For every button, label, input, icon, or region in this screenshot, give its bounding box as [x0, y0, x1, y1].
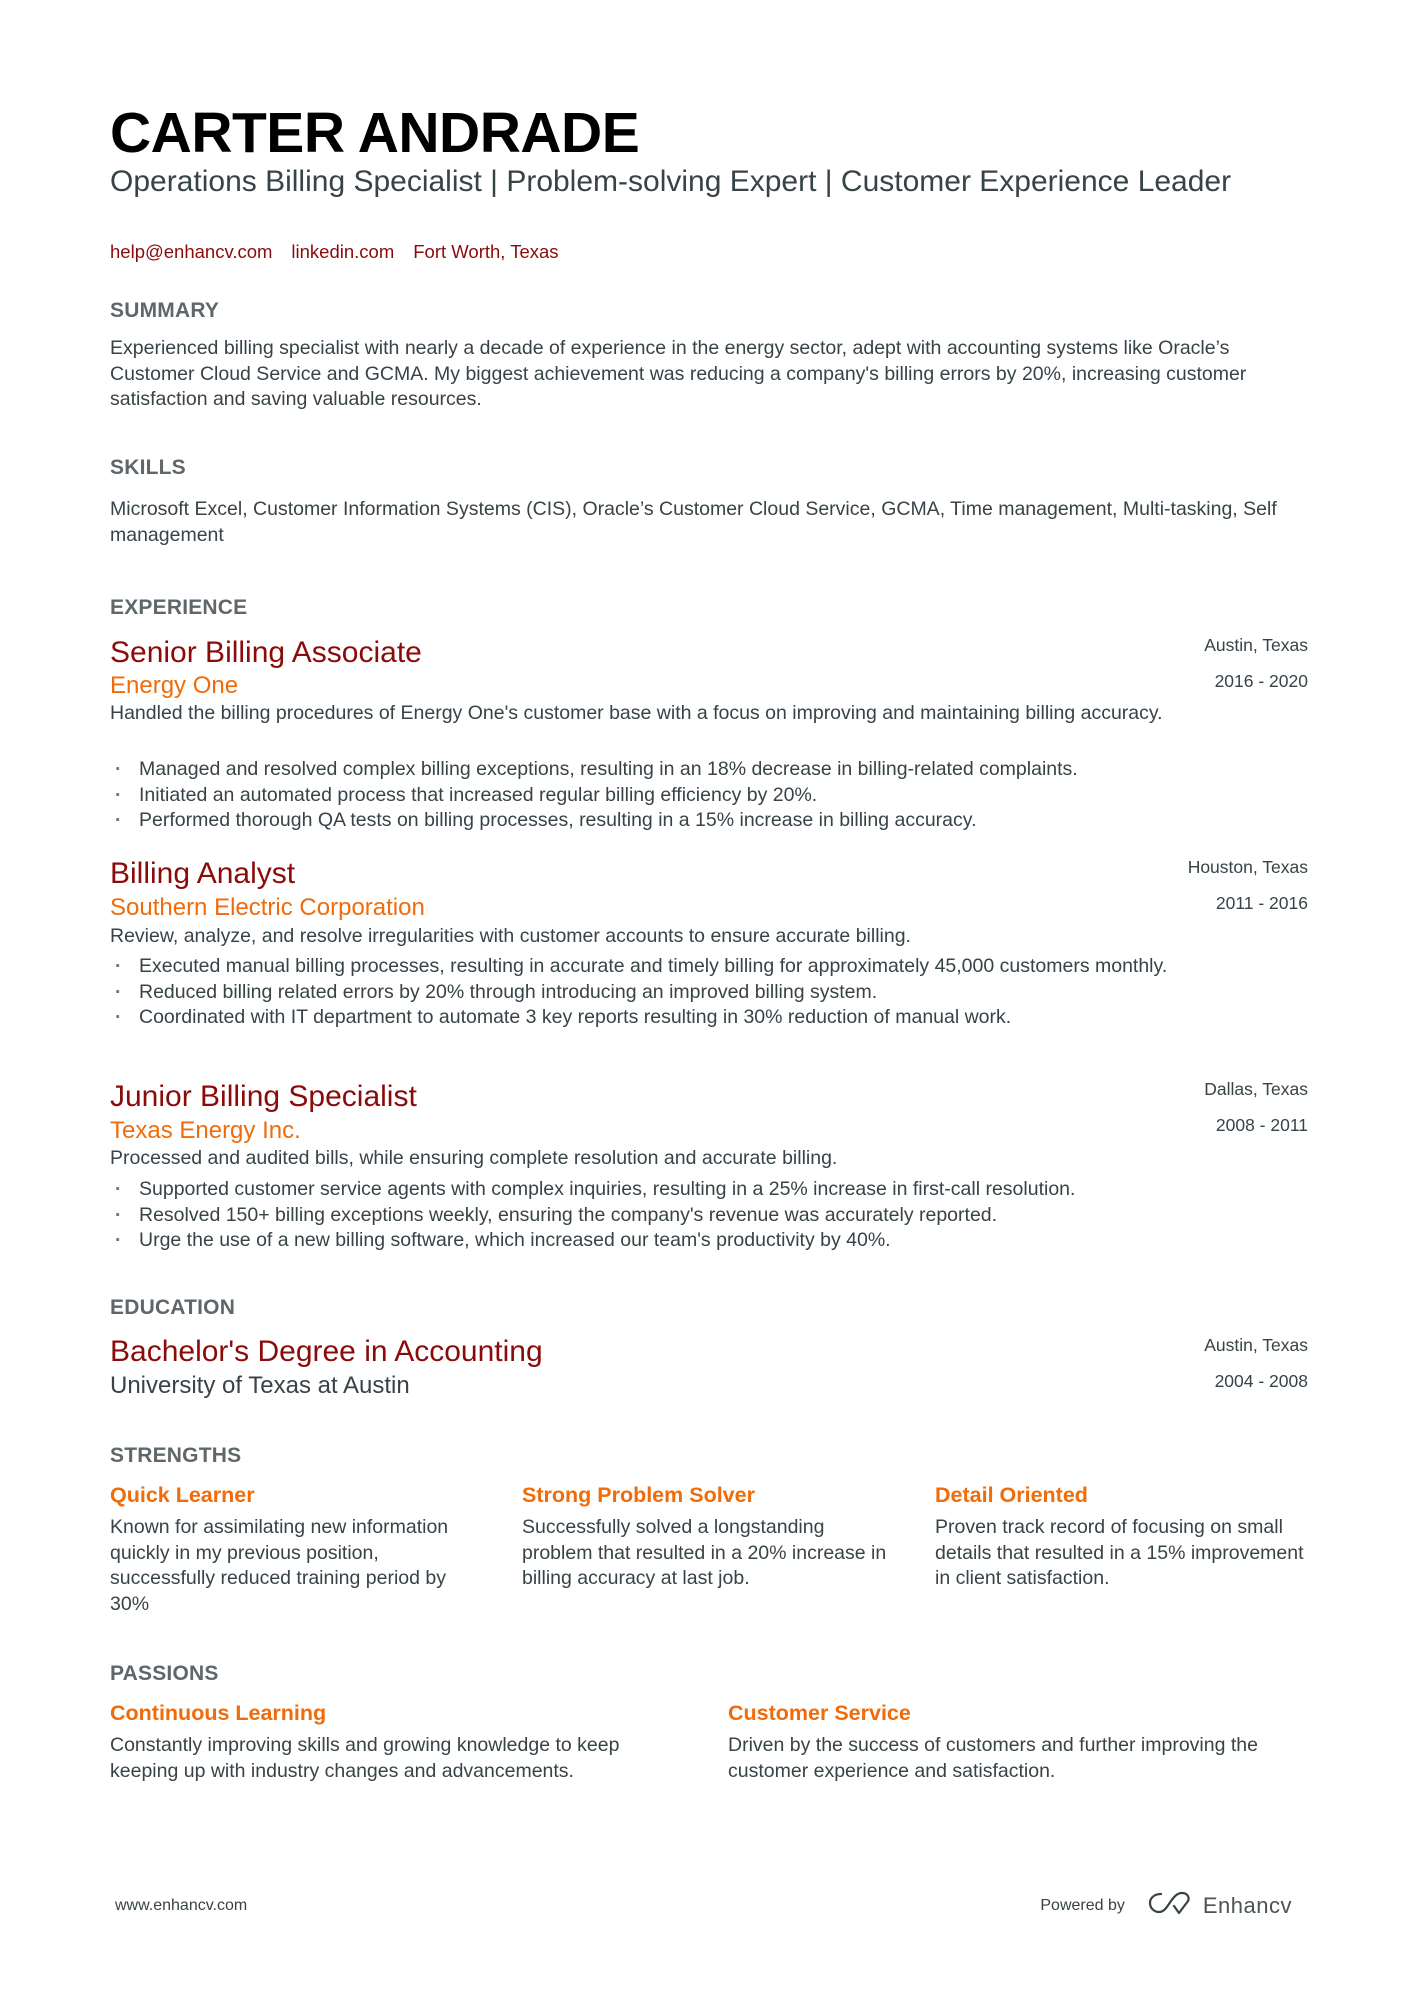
education-degree: Bachelor's Degree in Accounting	[110, 1335, 543, 1368]
passion-text: Constantly improving skills and growing knowledge to keep keeping up with industry changes and advancements.	[110, 1734, 620, 1782]
enhancv-wordmark: Enhancv	[1202, 1893, 1292, 1918]
job-bullets	[110, 757, 1310, 834]
education-heading: EDUCATION	[110, 1296, 236, 1319]
strength-text: Successfully solved a longstanding problem that resulted in a 20% increase in billing accuracy at last job.	[522, 1516, 887, 1590]
job-dates: 2008 - 2011	[1215, 1115, 1308, 1135]
job-location: Austin, Texas	[1204, 635, 1308, 655]
education-dates: 2004 - 2008	[1214, 1371, 1308, 1391]
strength-card	[110, 1481, 485, 1617]
candidate-name: CARTER ANDRADE	[110, 101, 640, 165]
passion-title: Continuous Learning	[110, 1701, 327, 1725]
contact-email-link[interactable]: help@enhancv.com	[110, 241, 273, 262]
powered-by-label: Powered by	[1040, 1897, 1125, 1914]
education-location: Austin, Texas	[1204, 1335, 1308, 1355]
job-title: Senior Billing Associate	[110, 636, 422, 669]
passions-heading: PASSIONS	[110, 1662, 219, 1685]
job-bullet: · Initiated an automated process that increased regular billing efficiency by 20%.	[110, 783, 1310, 809]
job-title: Junior Billing Specialist	[110, 1080, 417, 1113]
strength-card	[522, 1481, 897, 1592]
contact-location: Fort Worth, Texas	[413, 241, 559, 262]
job-description: Review, analyze, and resolve irregularities with customer accounts to ensure accurate billing.	[110, 925, 911, 947]
candidate-subtitle: Operations Billing Specialist | Problem-solving Expert | Customer Experience Leader	[110, 165, 1232, 198]
job-bullet: · Managed and resolved complex billing exceptions, resulting in an 18% decrease in billing-related complaints.	[110, 757, 1310, 783]
passion-text: Driven by the success of customers and further improving the customer experience and satisfaction.	[728, 1734, 1258, 1782]
job-description: Handled the billing procedures of Energy One's customer base with a focus on improving and maintaining billing accuracy.	[110, 702, 1163, 724]
passion-card	[110, 1699, 670, 1784]
job-description: Processed and audited bills, while ensuring complete resolution and accurate billing.	[110, 1147, 838, 1169]
job-title: Billing Analyst	[110, 857, 296, 890]
job-bullet: · Executed manual billing processes, resulting in accurate and timely billing for approximately 45,000 customers monthly.	[110, 954, 1310, 980]
job-dates: 2016 - 2020	[1214, 671, 1308, 691]
strength-title: Quick Learner	[110, 1483, 255, 1507]
job-bullet: · Urge the use of a new billing software, which increased our team's productivity by 40%.	[110, 1228, 1310, 1254]
job-company: Texas Energy Inc.	[110, 1117, 301, 1144]
strength-text: Known for assimilating new information quickly in my previous position, successfully reduced training period by 30%	[110, 1516, 449, 1615]
job-bullet: · Performed thorough QA tests on billing processes, resulting in a 15% increase in billing accuracy.	[110, 808, 1310, 834]
strength-title: Strong Problem Solver	[522, 1483, 755, 1507]
strength-card	[935, 1481, 1310, 1592]
passion-title: Customer Service	[728, 1701, 911, 1725]
job-bullet: · Resolved 150+ billing exceptions weekly, ensuring the company's revenue was accurately reported.	[110, 1203, 1310, 1229]
strength-text: Proven track record of focusing on small details that resulted in a 15% improvement in client satisfaction.	[935, 1516, 1304, 1590]
job-bullet: · Coordinated with IT department to automate 3 key reports resulting in 30% reduction of manual work.	[110, 1005, 1310, 1031]
job-bullets	[110, 1177, 1310, 1254]
job-location: Houston, Texas	[1187, 857, 1308, 877]
job-company: Energy One	[110, 672, 239, 699]
summary-text: Experienced billing specialist with nearly a decade of experience in the energy sector, adept with accounting systems like Oracle’s Customer Cloud Service and GCMA. My biggest achievement was reducing a company's billing errors by 20%, increasing customer satisfaction and saving valuable resources.	[110, 337, 1247, 411]
job-dates: 2011 - 2016	[1215, 893, 1308, 913]
job-bullets	[110, 954, 1310, 1031]
footer-website-link[interactable]: www.enhancv.com	[115, 1897, 248, 1914]
education-school: University of Texas at Austin	[110, 1372, 410, 1399]
job-company: Southern Electric Corporation	[110, 894, 425, 921]
skills-heading: SKILLS	[110, 456, 186, 479]
summary-heading: SUMMARY	[110, 299, 220, 322]
job-location: Dallas, Texas	[1204, 1079, 1308, 1099]
passion-card	[728, 1699, 1288, 1784]
footer-powered-by	[1040, 1890, 1292, 1922]
experience-heading: EXPERIENCE	[110, 596, 248, 619]
contact-linkedin-link[interactable]: linkedin.com	[291, 241, 395, 262]
strengths-heading: STRENGTHS	[110, 1444, 242, 1467]
enhancv-brand[interactable]	[1147, 1890, 1292, 1922]
enhancv-logo-icon	[1147, 1890, 1193, 1922]
job-bullet: · Reduced billing related errors by 20% through introducing an improved billing system.	[110, 980, 1310, 1006]
job-bullet: · Supported customer service agents with complex inquiries, resulting in a 25% increase in first-call resolution.	[110, 1177, 1310, 1203]
contact-row	[110, 240, 559, 264]
strength-title: Detail Oriented	[935, 1483, 1088, 1507]
skills-text: Microsoft Excel, Customer Information Systems (CIS), Oracle’s Customer Cloud Service, GCMA, Time management, Multi-tasking, Self management	[110, 498, 1277, 546]
